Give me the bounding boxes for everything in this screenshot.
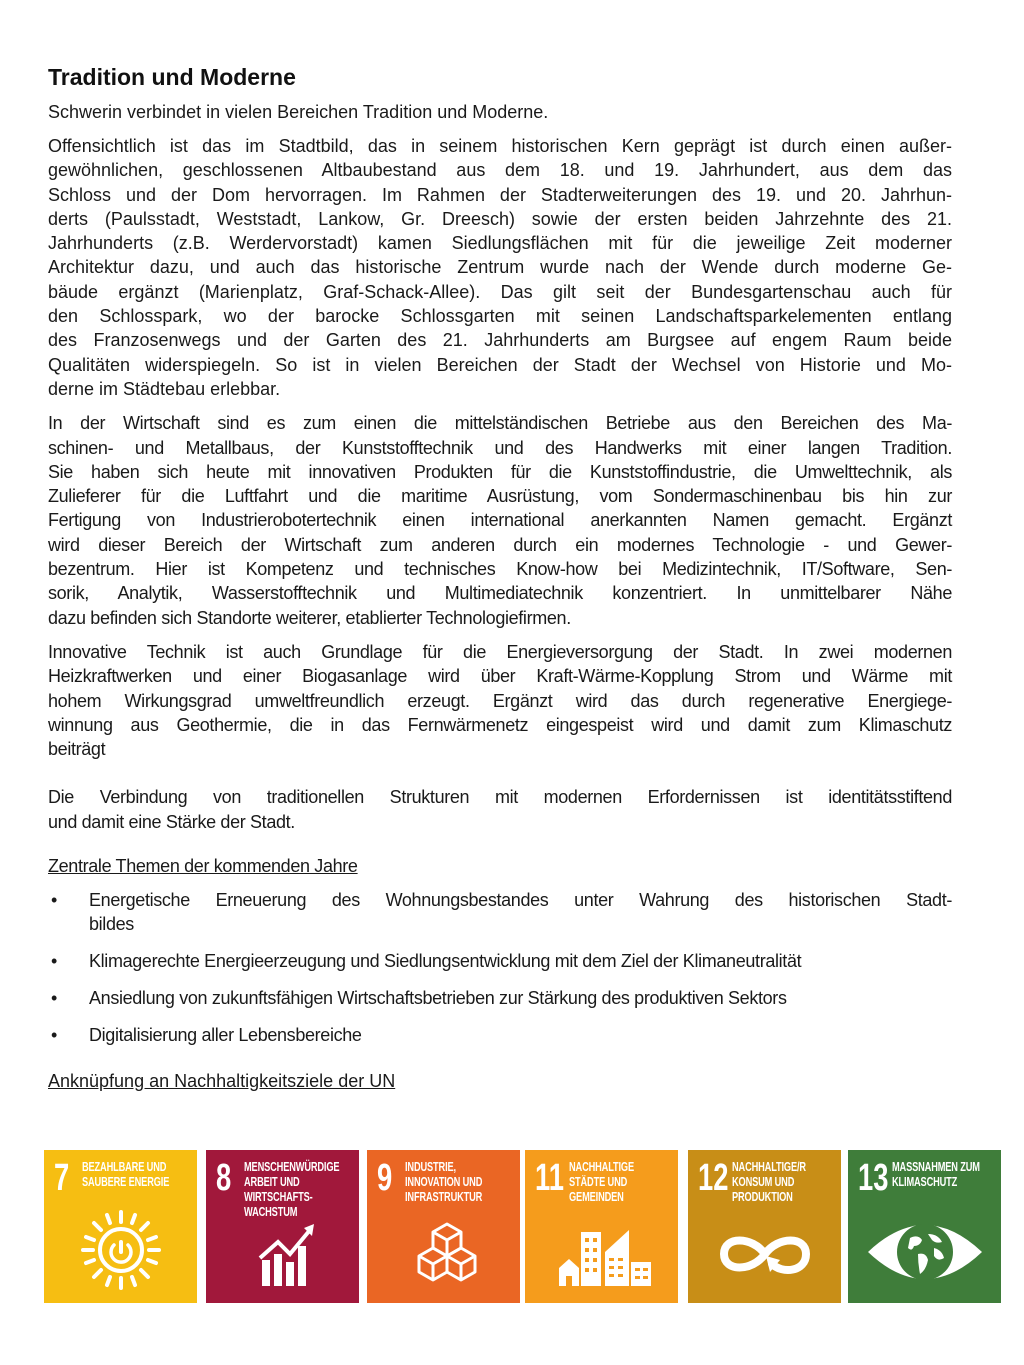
text-line: sorik, Analytik, Wasserstofftechnik und Multimediatechnik konzentriert. In unmittelbarer Nähe: [48, 583, 952, 604]
text-line: In der Wirtschaft sind es zum einen die mittelständischen Betriebe aus den Bereichen des Ma-: [48, 413, 952, 434]
paragraph-verbindung: [48, 785, 952, 834]
sdg-heading: Anknüpfung an Nachhaltigkeitsziele der UN: [48, 1071, 396, 1092]
text-line: Zulieferer für die Luftfahrt und die maritime Ausrüstung, vom Sondermaschinenbau bis hin zur: [48, 486, 952, 507]
paragraph-energie: [48, 640, 952, 761]
sdg-tile-13: [848, 1150, 1001, 1303]
list-item: [48, 888, 952, 936]
text-line: Sie haben sich heute mit innovativen Produkten für die Kunststoffindustrie, die Umwelttechnik, als: [48, 461, 952, 482]
text-line: den Schlosspark, wo der barocke Schlossgarten mit seinen Landschaftsparkelementen entlang: [48, 306, 952, 327]
sdg-title-line: GEMEINDEN: [569, 1190, 624, 1204]
sdg-tile-8: [206, 1150, 359, 1303]
sdg-title-line: PRODUKTION: [732, 1190, 793, 1204]
text-line: gewöhnlichen, geschlossenen Altbaubestand aus dem 18. und 19. Jahrhundert, aus dem das: [48, 160, 952, 181]
text-line: Fertigung von Industrierobotertechnik einen international anerkannten Namen gemacht. Ergänzt: [48, 510, 952, 531]
text-line: derne im Städtebau erlebbar.: [48, 378, 281, 399]
sdg-title-line: WIRTSCHAFTS-: [244, 1190, 313, 1204]
intro-text: Schwerin verbindet in vielen Bereichen Tradition und Moderne.: [48, 102, 549, 122]
sdg-title: [892, 1160, 980, 1190]
sdg-number: 8: [216, 1157, 232, 1199]
sdg-tiles: [44, 1150, 1004, 1304]
sdg-number: 11: [535, 1157, 564, 1199]
page-title: Tradition und Moderne: [48, 64, 296, 90]
list-item: [48, 949, 952, 973]
sdg-title-line: SAUBERE ENERGIE: [82, 1175, 170, 1189]
text-line: winnung aus Geothermie, die in das Fernwärmenetz eingespeist wird und damit zum Klimaschutz: [48, 714, 952, 735]
text-line: Innovative Technik ist auch Grundlage für die Energieversorgung der Stadt. In zwei modernen: [48, 641, 952, 662]
bullet-icon: •: [51, 951, 57, 972]
text-line: bäude ergänzt (Marienplatz, Graf-Schack-Allee). Das gilt seit der Bundesgartenschau auch für: [48, 281, 952, 302]
sdg-title: [732, 1160, 806, 1205]
text-line: schinen- und Metallbaus, der Kunststofftechnik und des Handwerks mit einer langen Tradition.: [48, 437, 952, 458]
text-line: Heizkraftwerken und einer Biogasanlage wird über Kraft-Wärme-Kopplung Strom und Wärme mit: [48, 666, 952, 687]
sdg-title-line: INNOVATION UND: [405, 1175, 483, 1189]
bullet-icon: •: [51, 890, 57, 911]
text-line: hohem Wirkungsgrad umweltfreundlich erzeugt. Ergänzt wird das durch regenerative Energiege-: [48, 690, 952, 711]
sdg-number: 13: [858, 1157, 889, 1199]
sdg-tile-12: [688, 1150, 841, 1303]
bullet-icon: •: [51, 988, 57, 1009]
sdg-title-line: INFRASTRUKTUR: [405, 1190, 483, 1204]
sdg-title-line: BEZAHLBARE UND: [82, 1160, 167, 1174]
themes-list: [48, 888, 952, 1047]
bullet-icon: •: [51, 1025, 57, 1046]
sdg-title: [82, 1160, 169, 1190]
sdg-title: [569, 1160, 634, 1205]
text-line: Offensichtlich ist das im Stadtbild, das in seinem historischen Kern geprägt ist durch einen außer-: [48, 136, 952, 156]
sdg-title-line: ARBEIT UND: [244, 1175, 300, 1189]
sdg-title-line: MASSNAHMEN ZUM: [892, 1160, 980, 1174]
sdg-title: [405, 1160, 482, 1205]
text-line: Architektur dazu, und auch das historische Zentrum wurde nach der Wende durch moderne Ge-: [48, 257, 952, 278]
sdg-title-line: INDUSTRIE,: [405, 1160, 456, 1174]
sdg-title: [244, 1160, 339, 1220]
text-line: wird dieser Bereich der Wirtschaft zum anderen durch ein modernes Technologie - und Gewer-: [48, 534, 952, 555]
list-item-text: Ansiedlung von zukunftsfähigen Wirtschaftsbetrieben zur Stärkung des produktiven Sektors: [89, 988, 787, 1009]
list-item: [48, 986, 952, 1010]
text-line: des Franzosenwegs und der Garten des 21. Jahrhunderts am Burgsee auf engem Raum beide: [48, 330, 952, 351]
themes-heading: Zentrale Themen der kommenden Jahre: [48, 856, 358, 877]
text-line: dazu befinden sich Standorte weiterer, etablierter Technologiefirmen.: [48, 607, 571, 628]
paragraph-stadtbild: [48, 134, 952, 401]
list-item: [48, 1023, 952, 1047]
sdg-number: 12: [698, 1157, 729, 1199]
paragraph-wirtschaft: [48, 411, 952, 630]
list-item-text: Energetische Erneuerung des Wohnungsbestandes unter Wahrung des historischen Stadt- bildes: [89, 890, 952, 935]
text-line: Die Verbindung von traditionellen Strukturen mit modernen Erfordernissen ist identitätsstiftend: [48, 787, 952, 808]
sdg-title-line: KLIMASCHUTZ: [892, 1175, 958, 1189]
sdg-title-line: STÄDTE UND: [569, 1175, 628, 1189]
text-line: beiträgt: [48, 739, 106, 760]
text-line: Qualitäten widerspiegeln. So ist in vielen Bereichen der Stadt der Wechsel von Historie und Mo-: [48, 354, 952, 375]
sdg-title-line: WACHSTUM: [244, 1205, 298, 1219]
sdg-number: 9: [377, 1157, 393, 1199]
text-line: und damit eine Stärke der Stadt.: [48, 811, 295, 832]
text-line: bezentrum. Hier ist Kompetenz und technisches Know-how bei Medizintechnik, IT/Software, Sen-: [48, 559, 952, 580]
list-item-text: Digitalisierung aller Lebensbereiche: [89, 1025, 362, 1046]
sdg-title-line: NACHHALTIGE: [569, 1160, 635, 1174]
sdg-tile-9: [367, 1150, 520, 1303]
text-line: Jahrhunderts (z.B. Werdervorstadt) kamen Siedlungsflächen mit für die jeweilige Zeit moderner: [48, 233, 952, 254]
text-line: Schloss und der Dom hervorragen. Im Rahmen der Stadterweiterungen des 19. und 20. Jahrhun-: [48, 184, 952, 205]
text-line: derts (Paulsstadt, Weststadt, Lankow, Gr. Dreesch) sowie der ersten beiden Jahrzehnte des 21.: [48, 208, 952, 229]
sdg-title-line: NACHHALTIGE/R: [732, 1160, 806, 1174]
document-page: [48, 60, 952, 1093]
sdg-tile-7: [44, 1150, 197, 1303]
sdg-title-line: KONSUM UND: [732, 1175, 795, 1189]
list-item-text: Klimagerechte Energieerzeugung und Siedlungsentwicklung mit dem Ziel der Klimaneutralität: [89, 951, 802, 972]
sdg-title-line: MENSCHENWÜRDIGE: [244, 1160, 340, 1174]
sdg-tile-11: [525, 1150, 678, 1303]
sdg-number: 7: [54, 1157, 70, 1199]
